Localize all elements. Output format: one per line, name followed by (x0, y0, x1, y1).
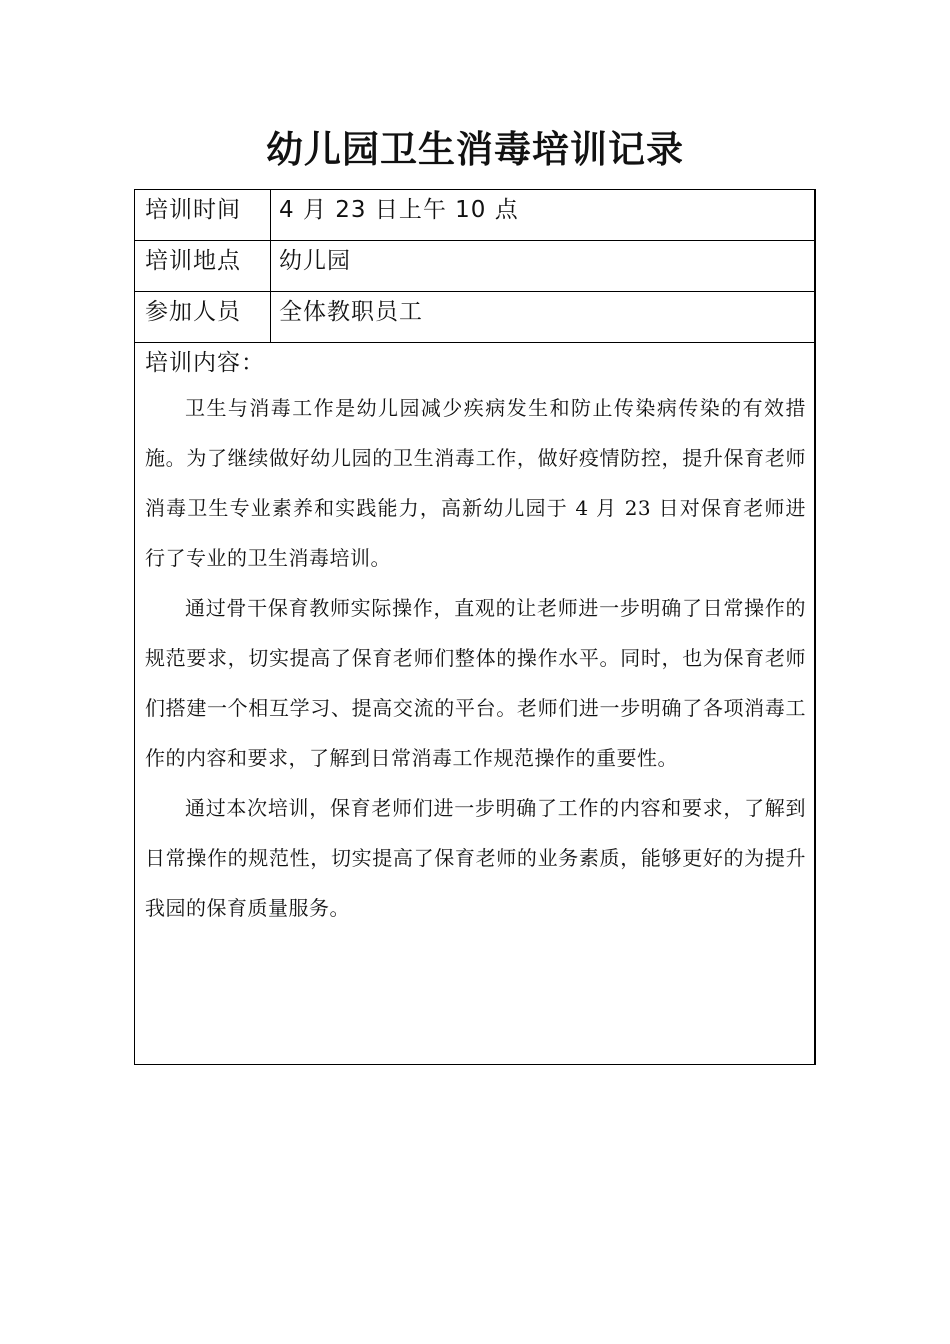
training-record-table (134, 189, 816, 1065)
row-training-time (135, 190, 814, 241)
participants-label: 参加人员 (135, 292, 271, 342)
training-time-value: 4 月 23 日上午 10 点 (279, 197, 519, 223)
content-paragraph-2: 通过骨干保育教师实际操作，直观的让老师进一步明确了日常操作的规范要求，切实提高了保育老师们整体的操作水平。同时，也为保育老师们搭建一个相互学习、提高交流的平台。老师们进一步明确了各项消毒工作的内容和要求，了解到日常消毒工作规范操作的重要性。 (145, 596, 806, 770)
content-paragraph-3: 通过本次培训，保育老师们进一步明确了工作的内容和要求，了解到日常操作的规范性，切实提高了保育老师的业务素质，能够更好的为提升我园的保育质量服务。 (145, 796, 806, 920)
training-content-section (135, 343, 814, 933)
document-title: 幼儿园卫生消毒培训记录 (266, 126, 684, 171)
training-content-label: 培训内容： (145, 350, 265, 376)
row-training-place (135, 241, 814, 292)
content-paragraph-1: 卫生与消毒工作是幼儿园减少疾病发生和防止传染病传染的有效措施。为了继续做好幼儿园的卫生消毒工作，做好疫情防控，提升保育老师消毒卫生专业素养和实践能力，高新幼儿园于 4 月 23 日对保育老师进行了专业的卫生消毒培训。 (145, 396, 806, 570)
row-participants (135, 292, 814, 343)
training-place-value: 幼儿园 (279, 248, 351, 274)
participants-value: 全体教职员工 (279, 299, 423, 325)
training-time-label: 培训时间 (135, 190, 271, 240)
training-place-label: 培训地点 (135, 241, 271, 291)
